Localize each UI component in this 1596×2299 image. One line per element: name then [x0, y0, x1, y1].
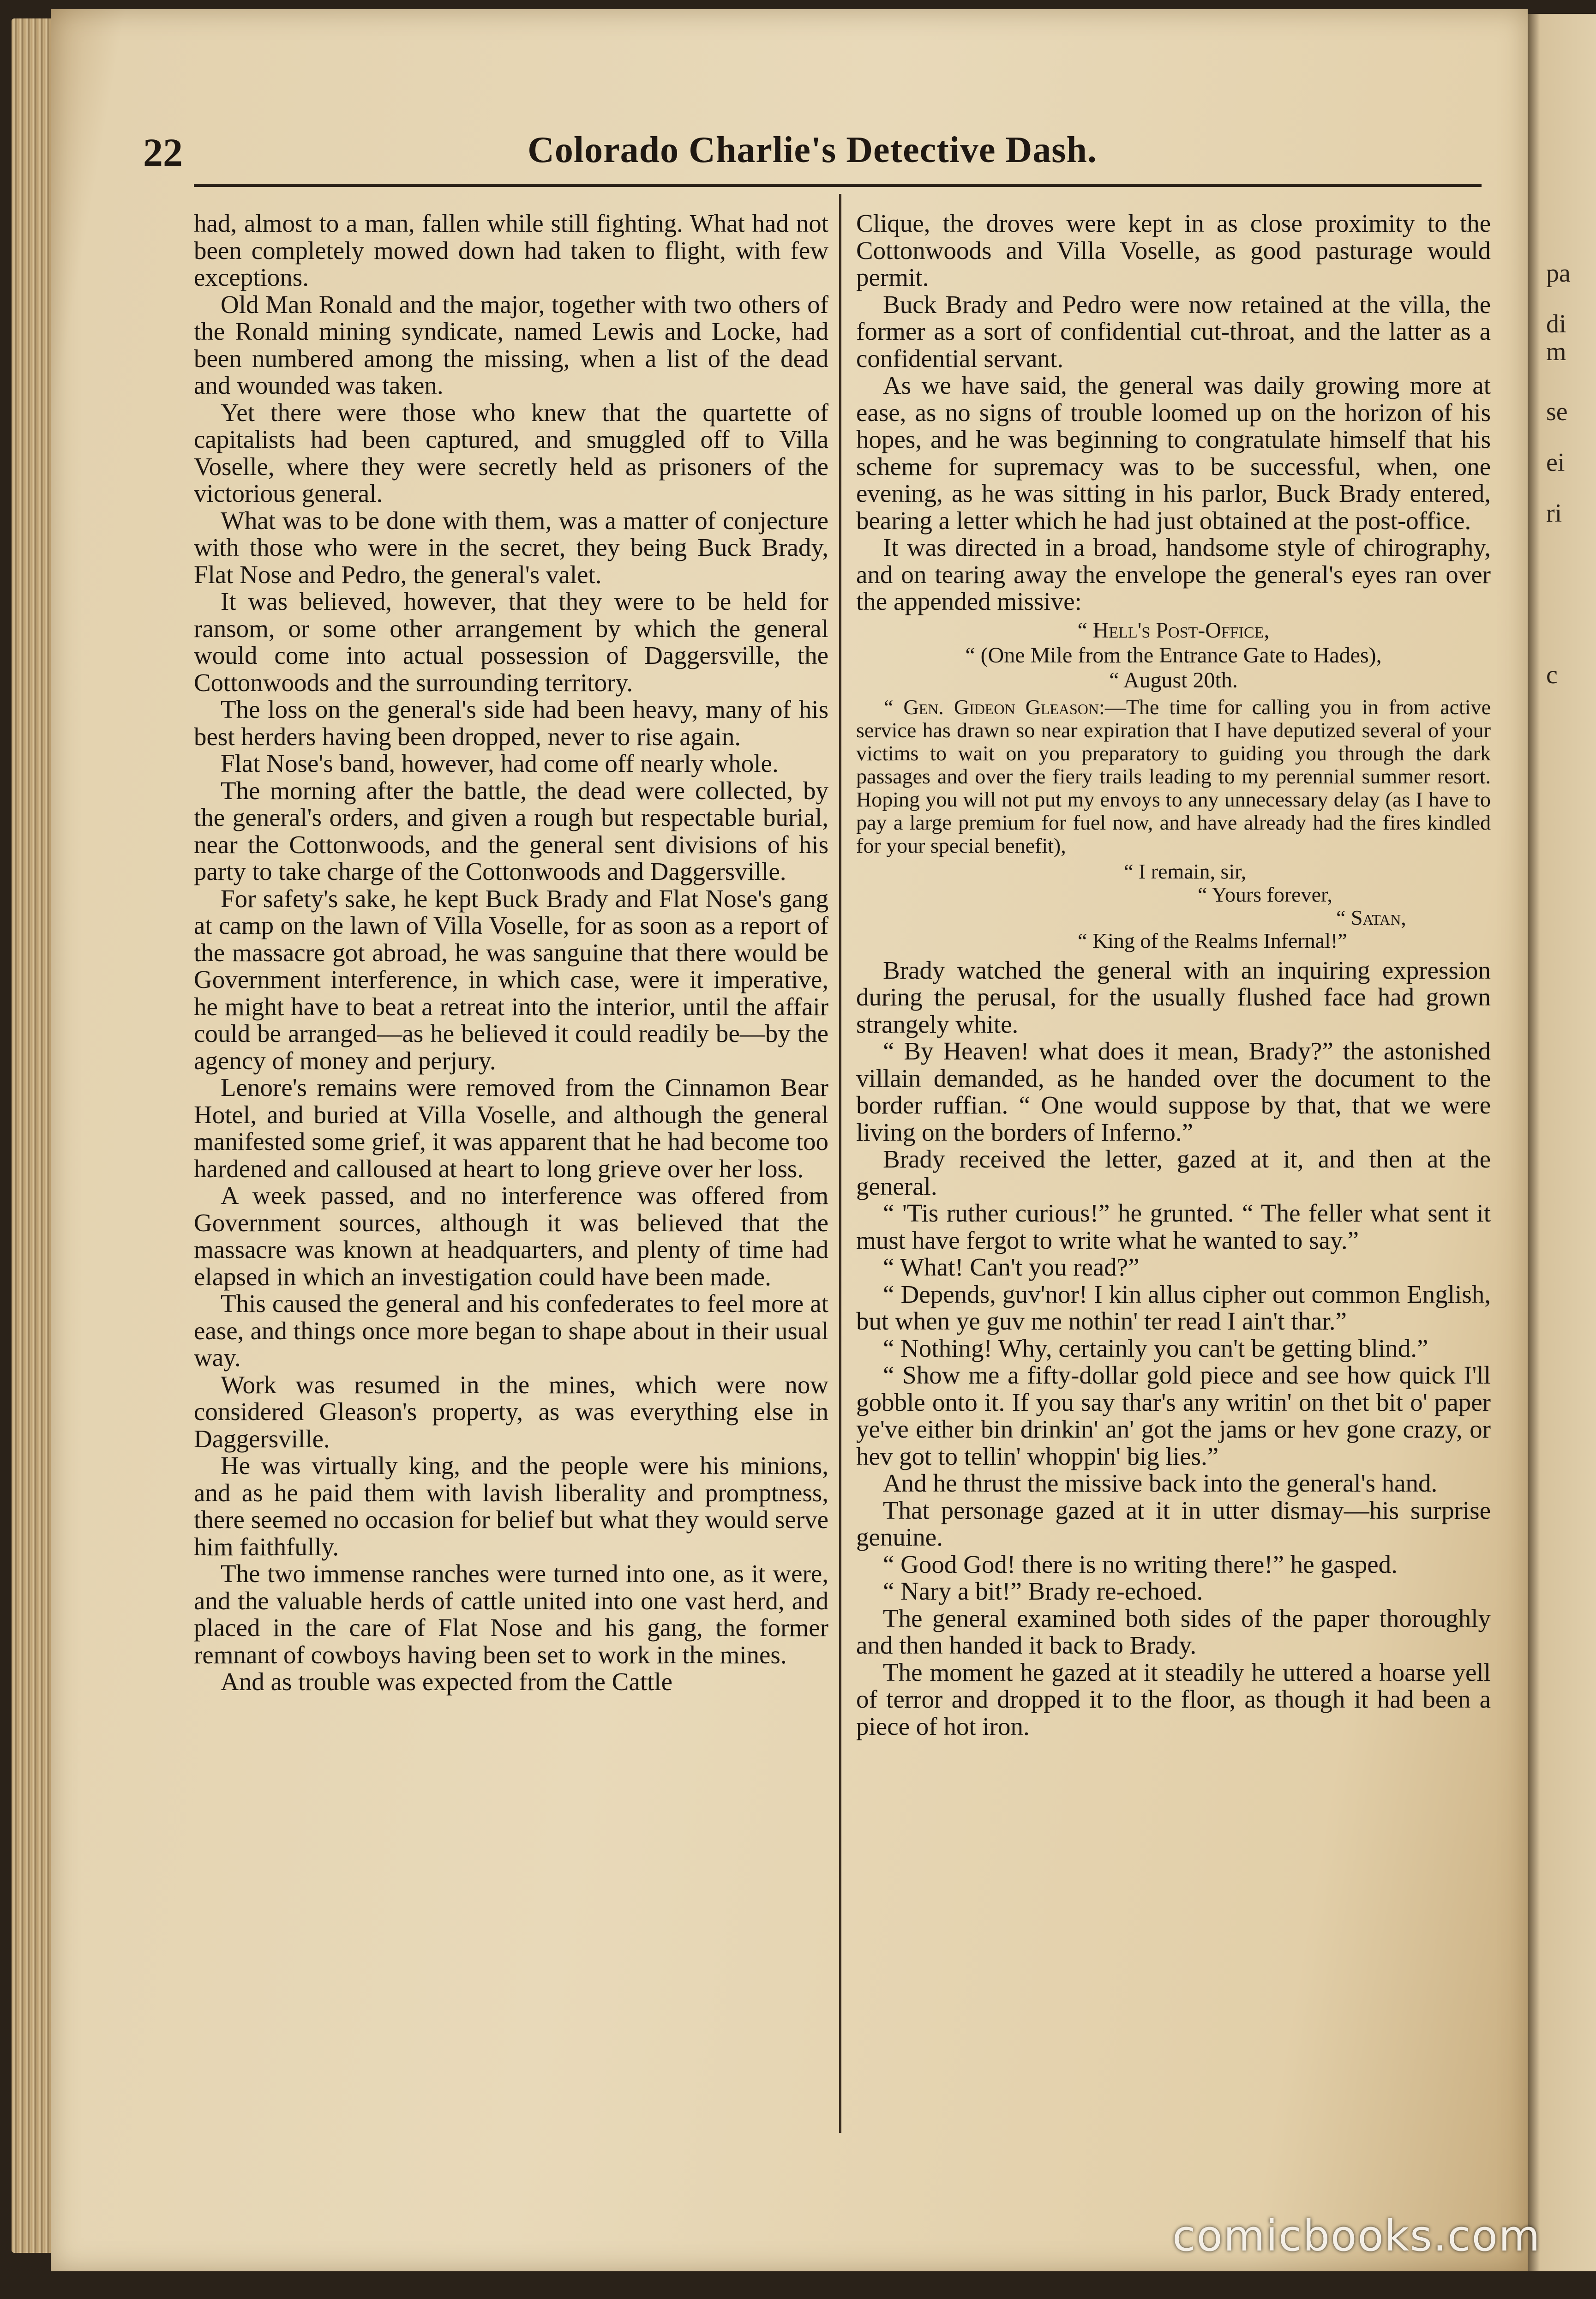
right-column — [856, 210, 1491, 2140]
adjacent-page-fragment: ri — [1546, 499, 1562, 528]
page-number: 22 — [143, 130, 183, 175]
page-header — [143, 129, 1482, 180]
paragraph: He was virtually king, and the people were his minions, and as he paid them with lavish liberality and promptness, there seemed no occasion for belief but what they would serve him faithfully. — [194, 1451, 828, 1561]
paragraph: That personage gazed at it in utter dismay—his surprise genuine. — [856, 1496, 1491, 1551]
adjacent-page-fragment: se — [1546, 397, 1568, 426]
paragraph: “ Show me a fifty-dollar gold piece and see how quick I'll gobble onto it. If you say thar's any writin' on thet bit o' paper ye've either bin drinkin' an' got the jams or hev gone crazy, or hev got to tellin' whoppin' big lies.” — [856, 1361, 1491, 1470]
letter-heading-line: “ Hell's Post-Office, — [1077, 618, 1270, 643]
paragraph: This caused the general and his confederates to feel more at ease, and things once more began to shape about in their usual way. — [194, 1289, 828, 1372]
closing-line: “ King of the Realms Infernal!” — [1078, 928, 1347, 952]
paragraph: “ 'Tis ruther curious!” he grunted. “ The feller what sent it must have fergot to write what he wanted to say.” — [856, 1199, 1491, 1254]
letter-heading-line: “ August 20th. — [1109, 668, 1238, 692]
paragraph: For safety's sake, he kept Buck Brady and Flat Nose's gang at camp on the lawn of Villa Voselle, for as soon as a report of the massacre got abroad, he was sanguine that there would be Government interference, in which case, were it imperative, he might have to beat a retreat into the interior, until the affair could be arranged—as he believed it could readily be—by the agency of money and perjury. — [194, 884, 828, 1075]
running-title: Colorado Charlie's Detective Dash. — [528, 130, 1097, 170]
header-rule — [194, 184, 1482, 187]
letter-heading — [856, 618, 1491, 693]
paragraph: Lenore's remains were removed from the Cinnamon Bear Hotel, and buried at Villa Voselle, and although the general manifested some grief, it was apparent that he had become too hardened and calloused at heart to long grieve over her loss. — [194, 1073, 828, 1183]
paragraph: And he thrust the missive back into the general's hand. — [883, 1469, 1438, 1497]
paragraph: The morning after the battle, the dead were collected, by the general's orders, and given a rough but respectable burial, near the Cottonwoods, and the general sent divisions of his party to take charge of the Cottonwoods and Daggersville. — [194, 776, 828, 885]
paragraph: “ By Heaven! what does it mean, Brady?” the astonished villain demanded, as he handed over the document to the border ruffian. “ One would suppose by that, that we were living on the borders of Inferno.” — [856, 1037, 1491, 1146]
closing-line: “ Satan, — [1336, 905, 1406, 929]
paragraph: Buck Brady and Pedro were now retained at the villa, the former as a sort of confidential cut-throat, and the latter as a confidential servant. — [856, 290, 1491, 373]
letter-salutation: “ Gen. Gideon Gleason: — [884, 695, 1105, 719]
paragraph: Old Man Ronald and the major, together with two others of the Ronald mining syndicate, named Lewis and Locke, had been numbered among the missing, when a list of the dead and wounded was taken. — [194, 290, 828, 399]
satan-letter — [856, 618, 1491, 952]
adjacent-page-fragment: di — [1546, 310, 1566, 338]
paragraph: Brady watched the general with an inquiring expression during the perusal, for the usually flushed face had grown strangely white. — [856, 956, 1491, 1038]
closing-line: “ I remain, sir, — [1124, 859, 1247, 883]
letter-body — [856, 696, 1491, 857]
paragraph: Work was resumed in the mines, which were now considered Gleason's property, as was everything else in Daggersville. — [194, 1370, 828, 1453]
paragraph: Brady received the letter, gazed at it, and then at the general. — [856, 1145, 1491, 1200]
paragraph: The general examined both sides of the paper thoroughly and then handed it back to Brady. — [856, 1604, 1491, 1659]
paragraph: It was directed in a broad, handsome style of chirography, and on tearing away the envelope the general's eyes ran over the appended missive: — [856, 533, 1491, 615]
paragraph: It was believed, however, that they were to be held for ransom, or some other arrangement by which the general would come into actual possession of Daggersville, the Cottonwoods and the surrounding territory. — [194, 587, 828, 697]
paragraph: Clique, the droves were kept in as close proximity to the Cottonwoods and Villa Voselle, as good pasturage would permit. — [856, 210, 1491, 291]
paragraph: “ Good God! there is no writing there!” he gasped. — [883, 1550, 1398, 1578]
adjacent-page-fragment: c — [1546, 661, 1558, 689]
left-column — [194, 210, 828, 2140]
closing-line: “ Yours forever, — [1198, 882, 1332, 906]
letter-text: —The time for calling you in from active service has drawn so near expiration that I have deputized several of your victims to wait on you preparatory to guiding you through the dark passages and over the fiery trails leading to my perennial summer resort. Hoping you will not put my envoys to any unnecessary delay (as I have to pay a large premium for fuel now, and have already had the fires kindled for your special benefit), — [856, 695, 1491, 857]
paragraph: The two immense ranches were turned into one, as it were, and the valuable herds of cattle united into one vast herd, and placed in the care of Flat Nose and his gang, the former remnant of cowboys having been set to work in the mines. — [194, 1559, 828, 1669]
column-divider — [839, 194, 841, 2133]
paragraph: The loss on the general's side had been heavy, many of his best herders having been dropped, never to rise again. — [194, 695, 828, 751]
paragraph: As we have said, the general was daily growing more at ease, as no signs of trouble loomed up on the horizon of his hopes, and he was beginning to congratulate himself that his scheme for supremacy was to be successful, when, one evening, as he was sitting in his parlor, Buck Brady entered, bearing a letter which he had just obtained at the post-office. — [856, 371, 1491, 535]
letter-closing — [856, 860, 1491, 952]
paragraph: And as trouble was expected from the Cattle — [221, 1667, 672, 1696]
letter-heading-line: “ (One Mile from the Entrance Gate to Hades), — [965, 643, 1382, 668]
paragraph: Yet there were those who knew that the quartette of capitalists had been captured, and smuggled off to Villa Voselle, where they were secretly held as prisoners of the victorious general. — [194, 398, 828, 507]
paragraph: The moment he gazed at it steadily he uttered a hoarse yell of terror and dropped it to the floor, as though it had been a piece of hot iron. — [856, 1658, 1491, 1740]
paragraph: Flat Nose's band, however, had come off nearly whole. — [221, 749, 779, 777]
paragraph: “ Depends, guv'nor! I kin allus cipher out common English, but when ye guv me nothin' ter read I ain't thar.” — [856, 1280, 1491, 1335]
paragraph: “ Nary a bit!” Brady re-echoed. — [883, 1577, 1203, 1605]
paragraph: What was to be done with them, was a matter of conjecture with those who were in the secret, they being Buck Brady, Flat Nose and Pedro, the general's valet. — [194, 506, 828, 589]
adjacent-page-fragment: pa — [1546, 259, 1571, 288]
adjacent-page-fragment: m — [1546, 337, 1566, 366]
adjacent-page-edge — [1528, 14, 1596, 2271]
adjacent-page-fragment: ei — [1546, 448, 1565, 477]
paragraph: A week passed, and no interference was offered from Government sources, although it was believed that the massacre was known at headquarters, and plenty of time had elapsed in which an investigation could have been made. — [194, 1181, 828, 1291]
paragraph: had, almost to a man, fallen while still fighting. What had not been completely mowed down had taken to flight, with few exceptions. — [194, 210, 828, 291]
paragraph: “ Nothing! Why, certainly you can't be getting blind.” — [883, 1334, 1428, 1362]
site-watermark: comicbooks.com — [1172, 2211, 1541, 2261]
paragraph: “ What! Can't you read?” — [883, 1253, 1140, 1281]
